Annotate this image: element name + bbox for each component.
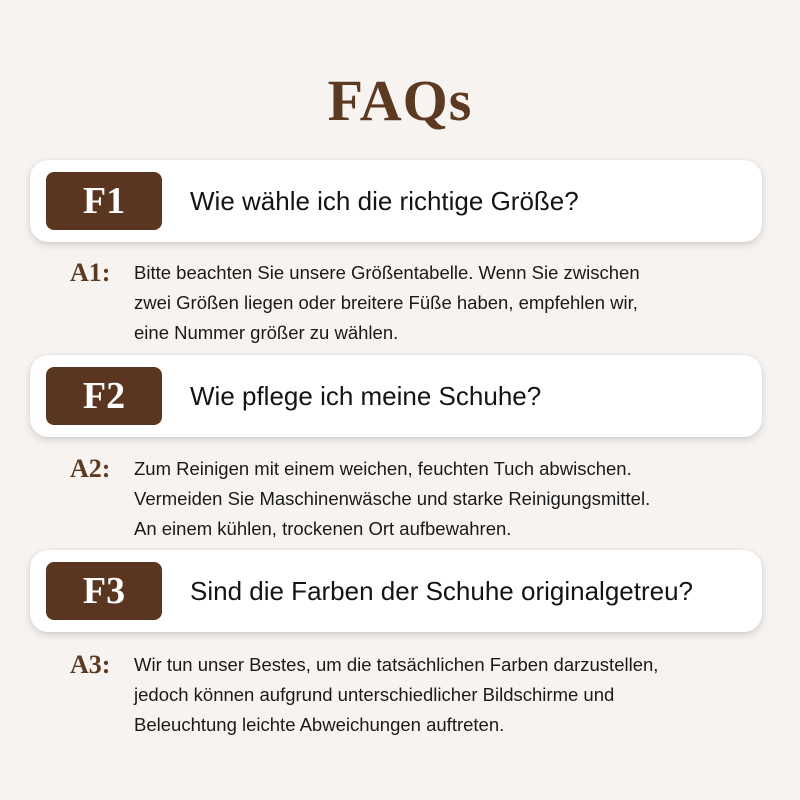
question-card-3[interactable] [30,550,762,632]
answer-label-2: A2: [70,454,111,483]
answer-text-3 [134,650,774,740]
answer-text-1 [134,258,774,348]
answer-3-line-2: jedoch können aufgrund unterschiedlicher Bildschirme und [134,684,615,705]
question-text-1: Wie wähle ich die richtige Größe? [190,186,579,216]
question-text-2: Wie pflege ich meine Schuhe? [190,381,542,411]
answer-label-3: A3: [70,650,111,679]
question-badge-3: F3 [46,562,162,620]
answer-1-line-3: eine Nummer größer zu wählen. [134,322,399,343]
answer-label-1: A1: [70,258,111,287]
answer-2-line-3: An einem kühlen, trockenen Ort aufbewahren. [134,518,512,539]
answer-2-line-2: Vermeiden Sie Maschinenwäsche und starke Reinigungsmittel. [134,488,651,509]
answer-1-line-1: Bitte beachten Sie unsere Größentabelle. Wenn Sie zwischen [134,262,640,283]
answer-text-2 [134,454,774,544]
answer-3-line-3: Beleuchtung leichte Abweichungen auftreten. [134,714,505,735]
answer-1-line-2: zwei Größen liegen oder breitere Füße haben, empfehlen wir, [134,292,638,313]
question-text-3: Sind die Farben der Schuhe originalgetreu? [190,576,694,606]
question-badge-1: F1 [46,172,162,230]
page-title: FAQs [327,68,473,133]
answer-3-line-1: Wir tun unser Bestes, um die tatsächlichen Farben darzustellen, [134,654,659,675]
question-card-1[interactable] [30,160,762,242]
question-badge-2: F2 [46,367,162,425]
question-card-2[interactable] [30,355,762,437]
answer-2-line-1: Zum Reinigen mit einem weichen, feuchten Tuch abwischen. [134,458,632,479]
